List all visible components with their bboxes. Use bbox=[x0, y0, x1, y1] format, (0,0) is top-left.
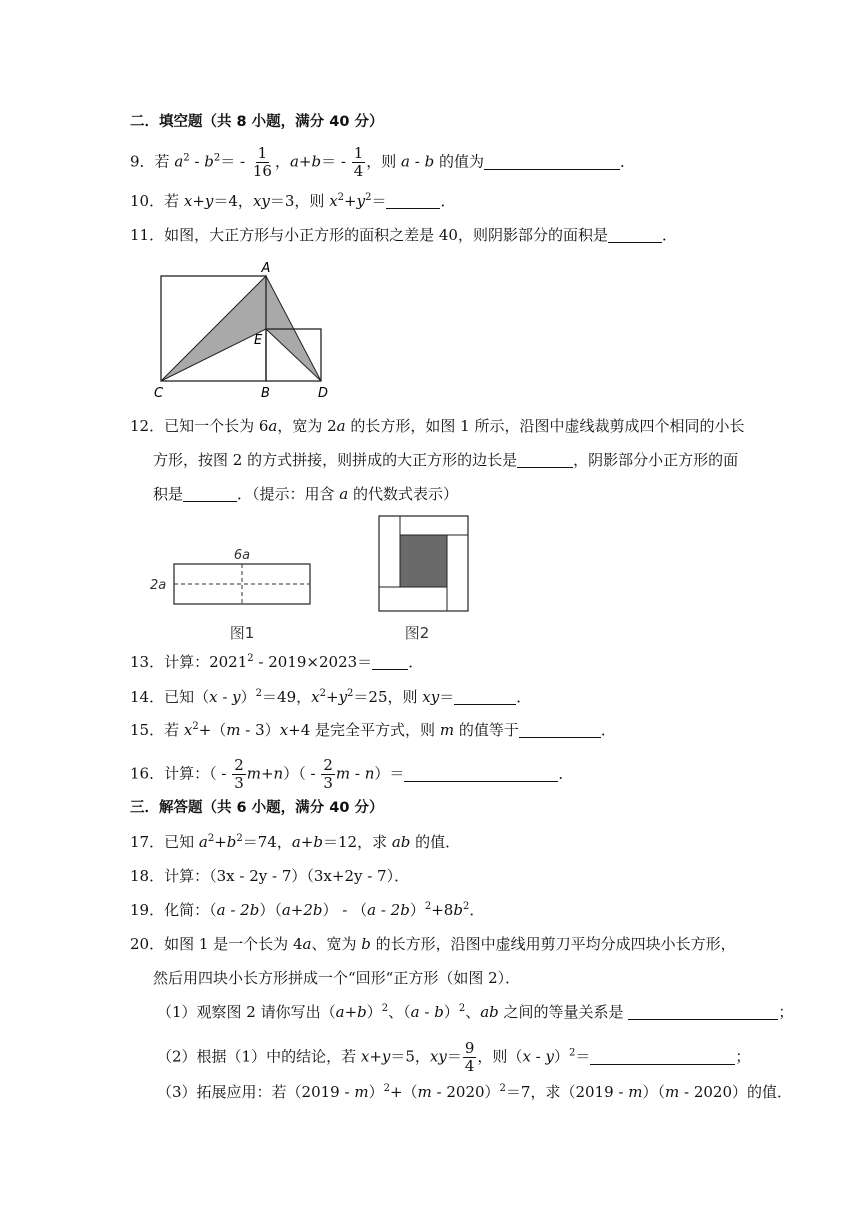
figure-q11-squares bbox=[140, 258, 340, 403]
answer-blank[interactable] bbox=[404, 765, 558, 782]
caption-figure-2: 图2 bbox=[404, 624, 430, 642]
fraction: $\frac{2}{3}$ bbox=[234, 756, 244, 792]
answer-blank[interactable] bbox=[386, 192, 440, 209]
answer-blank[interactable] bbox=[590, 1048, 735, 1065]
question-20-line-1: 20．如图 1 是一个长为 4a、宽为 b 的长方形，沿图中虚线用剪刀平均分成四块小长方形， bbox=[130, 935, 736, 953]
section-heading-fill-in: 二．填空题（共 8 小题，满分 40 分） bbox=[130, 114, 384, 130]
answer-blank[interactable] bbox=[519, 721, 601, 738]
question-14: 14．已知（x - y）$^2$＝49，$x^2+y^2=25$，则 xy＝ ． bbox=[130, 688, 532, 706]
question-number: 12． bbox=[130, 417, 165, 435]
question-20-part-3: （3）拓展应用：若（2019 - m）$^2$+（m - 2020）$^2$＝7，求（2019 - m）（m - 2020）的值． bbox=[157, 1083, 793, 1101]
answer-blank[interactable] bbox=[628, 1003, 778, 1020]
label-width: 2a bbox=[150, 578, 167, 593]
question-10: 10．若 x+y＝4，xy＝3，则 $x^2+y^2=$ ． bbox=[130, 192, 456, 210]
question-12-line-3: 积是 ．（提示：用含 a 的代数式表示） bbox=[153, 485, 459, 503]
label-point-d: D bbox=[318, 386, 329, 401]
question-number: 20． bbox=[130, 935, 165, 953]
question-number: 10． bbox=[130, 192, 165, 210]
figure-1-rectangle bbox=[148, 544, 318, 644]
question-16: 16．计算：（ - $\frac{2}{3}$ m+n）（ - $\frac{2}{3}$ m - n）＝ ． bbox=[130, 756, 574, 792]
question-number: 16． bbox=[130, 764, 165, 783]
fraction: $\frac{2}{3}$ bbox=[323, 756, 333, 792]
label-point-a: A bbox=[261, 261, 271, 276]
figure-2-square bbox=[370, 510, 480, 644]
answer-blank[interactable] bbox=[183, 485, 237, 502]
answer-blank[interactable] bbox=[372, 653, 408, 670]
question-number: 19． bbox=[130, 901, 165, 919]
question-19: 19．化简：$(a - 2b)(a+2b) - (a - 2b)^2+8b^2$． bbox=[130, 901, 485, 919]
question-11: 11．如图，大正方形与小正方形的面积之差是 40，则阴影部分的面积是 ． bbox=[130, 226, 677, 244]
question-number: 9． bbox=[130, 152, 155, 171]
question-15: 15．若 $x^2+(m - 3)x+4$ 是完全平方式，则 m 的值等于 ． bbox=[130, 721, 616, 739]
label-length: 6a bbox=[233, 548, 251, 563]
fraction: $\frac{9}{4}$ bbox=[464, 1039, 475, 1075]
answer-blank[interactable] bbox=[484, 153, 620, 170]
section-heading-solutions: 三．解答题（共 6 小题，满分 40 分） bbox=[130, 800, 384, 816]
question-number: 15． bbox=[130, 721, 165, 739]
label-point-b: B bbox=[261, 386, 270, 401]
question-number: 13． bbox=[130, 653, 165, 671]
answer-blank[interactable] bbox=[454, 688, 516, 705]
question-20-part-2: （2）根据（1）中的结论，若 x+y＝5，xy＝ $\frac{9}{4}$ ，则（x - y）$^2$＝ ； bbox=[157, 1039, 751, 1075]
question-9: 9．若 $a^2 - b^2=$ - $\frac{1}{16}$ ，a+b＝ - $\frac{1}{4}$ ，则 a - b 的值为 ． bbox=[130, 144, 635, 180]
caption-figure-1: 图1 bbox=[229, 624, 255, 642]
answer-blank[interactable] bbox=[517, 451, 573, 468]
question-number: 11． bbox=[130, 226, 165, 244]
label-point-e: E bbox=[254, 333, 263, 348]
question-number: 14． bbox=[130, 688, 165, 706]
label-point-c: C bbox=[154, 386, 164, 401]
fraction: $\frac{1}{4}$ bbox=[353, 144, 364, 180]
question-20-part-1: （1）观察图 2 请你写出$(a+b)^2$、（a - b）$^2$、ab 之间的等量关系是 ； bbox=[157, 1003, 794, 1021]
question-20-line-2: 然后用四块小长方形拼成一个“回形“正方形（如图 2）． bbox=[153, 969, 521, 987]
question-18: 18．计算：（3x - 2y - 7）（3x+2y - 7）． bbox=[130, 867, 410, 885]
question-number: 18． bbox=[130, 867, 165, 885]
question-12-line-2: 方形，按图 2 的方式拼接，则拼成的大正方形的边长是 ，阴影部分小正方形的面 bbox=[153, 451, 739, 469]
question-13: 13．计算：2021$^2$ - 2019×2023＝ ． bbox=[130, 653, 424, 671]
answer-blank[interactable] bbox=[608, 226, 662, 243]
question-number: 17． bbox=[130, 833, 165, 851]
question-12-line-1: 12．已知一个长为 6a，宽为 2a 的长方形，如图 1 所示，沿图中虚线裁剪成四个相同的小长 bbox=[130, 417, 745, 435]
fraction: $\frac{1}{16}$ bbox=[252, 144, 272, 180]
question-17: 17．已知 $a^2+b^2=74$，a+b＝12，求 ab 的值． bbox=[130, 833, 461, 851]
